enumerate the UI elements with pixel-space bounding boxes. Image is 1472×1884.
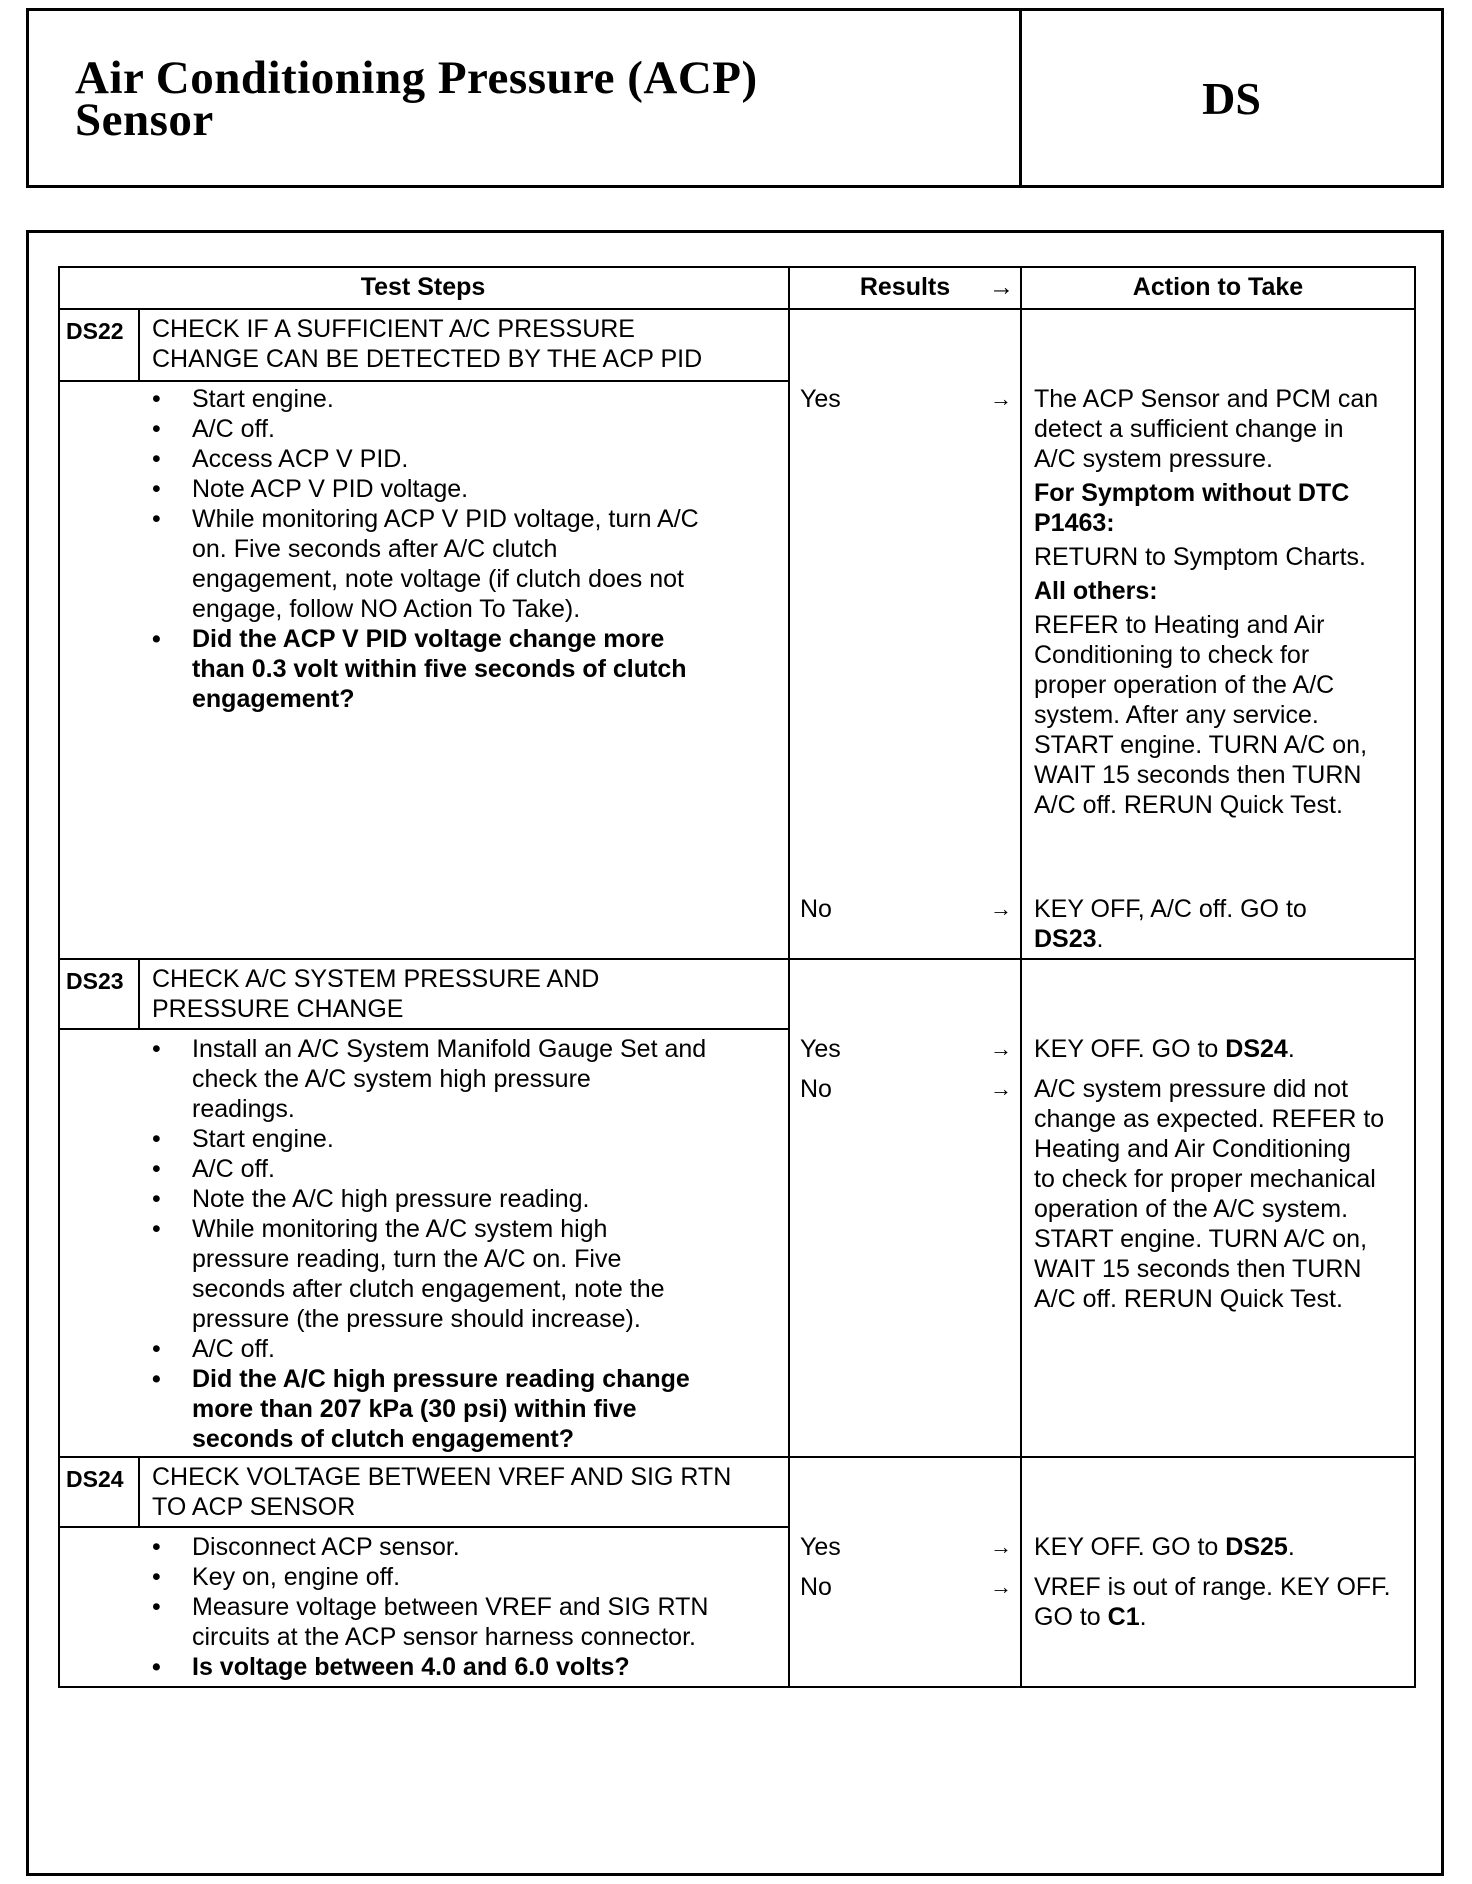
- ds24-row-divider: [58, 1456, 1416, 1458]
- ds23-code: DS23: [66, 968, 124, 994]
- page-title-line-1: Air Conditioning Pressure (ACP): [75, 52, 758, 104]
- column-header-test-steps: Test Steps: [360, 272, 486, 301]
- bullet-icon: •: [152, 1185, 161, 1213]
- ds23-result-yes: Yes: [800, 1035, 841, 1063]
- step-text: Start engine.: [192, 385, 334, 413]
- step-text: engage, follow NO Action To Take).: [192, 595, 581, 623]
- action-line: START engine. TURN A/C on,: [1034, 731, 1368, 759]
- list-item: [146, 384, 699, 414]
- step-text: A/C off.: [192, 1155, 275, 1183]
- list-item: [146, 1562, 708, 1592]
- column-header-action: Action to Take: [1132, 272, 1304, 301]
- action-line: .: [1287, 1533, 1295, 1561]
- bullet-icon: •: [152, 1335, 161, 1363]
- ds22-code-divider: [138, 310, 140, 380]
- action-line: Heating and Air Conditioning: [1034, 1135, 1351, 1163]
- list-item: [146, 564, 699, 594]
- header-row-divider: [58, 308, 1416, 310]
- arrow-icon: →: [990, 1534, 1012, 1559]
- arrow-icon: →: [990, 386, 1012, 411]
- bullet-icon: •: [152, 415, 161, 443]
- column-header-arrow-icon: →: [989, 272, 1014, 301]
- action-line: KEY OFF. GO to: [1034, 1533, 1226, 1561]
- bullet-icon: •: [152, 1155, 161, 1183]
- step-text: Note ACP V PID voltage.: [192, 475, 469, 503]
- action-ref-link[interactable]: C1: [1107, 1603, 1140, 1631]
- bullet-icon: •: [152, 475, 161, 503]
- bullet-icon: •: [152, 505, 161, 533]
- step-question: engagement?: [192, 685, 355, 713]
- list-item: [146, 444, 699, 474]
- action-line: VREF is out of range. KEY OFF.: [1034, 1573, 1391, 1601]
- action-ref-link[interactable]: DS25: [1225, 1533, 1288, 1561]
- step-text: pressure (the pressure should increase).: [192, 1305, 641, 1333]
- step-text: While monitoring ACP V PID voltage, turn A/C: [192, 505, 699, 533]
- step-text: readings.: [192, 1095, 295, 1123]
- list-item: [146, 414, 699, 444]
- column-divider-action: [1020, 266, 1022, 1688]
- ds23-result-no: No: [800, 1075, 832, 1103]
- action-line: system. After any service.: [1034, 701, 1319, 729]
- list-item: [146, 1304, 706, 1334]
- list-item: [146, 1592, 708, 1622]
- list-item: [146, 1244, 706, 1274]
- list-item: [146, 654, 699, 684]
- step-question: Is voltage between 4.0 and 6.0 volts?: [192, 1653, 630, 1681]
- action-ref-link[interactable]: DS24: [1225, 1035, 1288, 1063]
- step-question: than 0.3 volt within five seconds of clutch: [192, 655, 687, 683]
- ds24-title-line-1: CHECK VOLTAGE BETWEEN VREF AND SIG RTN: [152, 1463, 732, 1491]
- arrow-icon: →: [990, 1036, 1012, 1061]
- arrow-icon: →: [990, 1574, 1012, 1599]
- list-item: [146, 624, 699, 654]
- action-line: A/C system pressure.: [1034, 445, 1273, 473]
- ds22-code: DS22: [66, 318, 124, 344]
- step-text: circuits at the ACP sensor harness connector.: [192, 1623, 696, 1651]
- arrow-icon: →: [990, 1076, 1012, 1101]
- ds23-yes-action: [1034, 1034, 1295, 1064]
- column-divider-results: [788, 266, 790, 1688]
- step-text: engagement, note voltage (if clutch does not: [192, 565, 684, 593]
- action-line: change as expected. REFER to: [1034, 1105, 1385, 1133]
- list-item: [146, 1394, 706, 1424]
- action-line: A/C off. RERUN Quick Test.: [1034, 1285, 1343, 1313]
- pinpoint-test-table: [58, 266, 1416, 1688]
- ds24-code-divider: [138, 1458, 140, 1526]
- bullet-icon: •: [152, 1563, 161, 1591]
- arrow-icon: →: [990, 896, 1012, 921]
- action-line: proper operation of the A/C: [1034, 671, 1335, 699]
- ds24-title-divider: [58, 1526, 788, 1528]
- table-border-right: [1414, 266, 1416, 1688]
- column-header-results-label: Results: [859, 272, 951, 301]
- action-ref-link[interactable]: DS23: [1034, 925, 1097, 953]
- action-line: The ACP Sensor and PCM can: [1034, 385, 1379, 413]
- action-heading: P1463:: [1034, 509, 1115, 537]
- step-text: pressure reading, turn the A/C on. Five: [192, 1245, 622, 1273]
- ds22-title-line-1: CHECK IF A SUFFICIENT A/C PRESSURE: [152, 315, 635, 343]
- action-line: GO to: [1034, 1603, 1108, 1631]
- ds24-result-no: No: [800, 1573, 832, 1601]
- list-item: [146, 1622, 708, 1652]
- table-border-left: [58, 266, 60, 1688]
- list-item: [146, 1184, 706, 1214]
- action-line: detect a sufficient change in: [1034, 415, 1344, 443]
- step-text: Start engine.: [192, 1125, 334, 1153]
- ds23-row-divider: [58, 958, 1416, 960]
- step-question: seconds of clutch engagement?: [192, 1425, 575, 1453]
- list-item: [146, 1124, 706, 1154]
- step-question: more than 207 kPa (30 psi) within five: [192, 1395, 637, 1423]
- list-item: [146, 1094, 706, 1124]
- ds24-result-yes: Yes: [800, 1533, 841, 1561]
- action-line: WAIT 15 seconds then TURN: [1034, 761, 1362, 789]
- list-item: [146, 1064, 706, 1094]
- ds24-code: DS24: [66, 1466, 124, 1492]
- ds24-steps-list: [146, 1532, 708, 1682]
- action-line: RETURN to Symptom Charts.: [1034, 543, 1367, 571]
- ds22-steps-list: [146, 384, 699, 714]
- bullet-icon: •: [152, 445, 161, 473]
- ds23-steps-list: [146, 1034, 706, 1454]
- ds23-title-divider: [58, 1028, 788, 1030]
- step-text: on. Five seconds after A/C clutch: [192, 535, 558, 563]
- list-item: [146, 504, 699, 534]
- bullet-icon: •: [152, 1125, 161, 1153]
- bullet-icon: •: [152, 1593, 161, 1621]
- list-item: [146, 684, 699, 714]
- step-text: check the A/C system high pressure: [192, 1065, 591, 1093]
- ds24-title-line-2: TO ACP SENSOR: [152, 1493, 356, 1521]
- action-line: A/C off. RERUN Quick Test.: [1034, 791, 1343, 819]
- list-item: [146, 1424, 706, 1454]
- ds22-no-action: [1034, 894, 1307, 954]
- action-line: operation of the A/C system.: [1034, 1195, 1349, 1223]
- step-text: Key on, engine off.: [192, 1563, 401, 1591]
- action-heading: For Symptom without DTC: [1034, 479, 1350, 507]
- ds22-title-divider: [58, 380, 788, 382]
- action-line: KEY OFF, A/C off. GO to: [1034, 895, 1307, 923]
- step-question: Did the ACP V PID voltage change more: [192, 625, 665, 653]
- action-line: WAIT 15 seconds then TURN: [1034, 1255, 1362, 1283]
- bullet-icon: •: [152, 1215, 161, 1243]
- bullet-icon: •: [152, 1035, 161, 1063]
- list-item: [146, 594, 699, 624]
- bullet-icon: •: [152, 1533, 161, 1561]
- action-line: .: [1287, 1035, 1295, 1063]
- list-item: [146, 474, 699, 504]
- action-line: Conditioning to check for: [1034, 641, 1310, 669]
- list-item: [146, 1652, 708, 1682]
- ds22-result-no: No: [800, 895, 832, 923]
- action-heading: All others:: [1034, 577, 1158, 605]
- section-code: DS: [1202, 72, 1261, 124]
- column-header-results: [790, 266, 1020, 308]
- list-item: [146, 1034, 706, 1064]
- step-text: While monitoring the A/C system high: [192, 1215, 608, 1243]
- step-text: A/C off.: [192, 1335, 275, 1363]
- ds23-title-line-1: CHECK A/C SYSTEM PRESSURE AND: [152, 965, 600, 993]
- step-text: Note the A/C high pressure reading.: [192, 1185, 590, 1213]
- step-text: seconds after clutch engagement, note the: [192, 1275, 665, 1303]
- list-item: [146, 534, 699, 564]
- bullet-icon: •: [152, 1653, 161, 1681]
- action-line: REFER to Heating and Air: [1034, 611, 1325, 639]
- list-item: [146, 1364, 706, 1394]
- ds23-title-line-2: PRESSURE CHANGE: [152, 995, 404, 1023]
- ds24-yes-action: [1034, 1532, 1295, 1562]
- list-item: [146, 1274, 706, 1304]
- ds22-result-yes: Yes: [800, 385, 841, 413]
- table-border-bottom: [58, 1686, 1416, 1688]
- list-item: [146, 1532, 708, 1562]
- bullet-icon: •: [152, 1365, 161, 1393]
- bullet-icon: •: [152, 625, 161, 653]
- page-title-line-2: Sensor: [75, 94, 214, 146]
- action-line: A/C system pressure did not: [1034, 1075, 1349, 1103]
- list-item: [146, 1154, 706, 1184]
- action-line: .: [1139, 1603, 1147, 1631]
- ds22-yes-action: [1034, 384, 1378, 820]
- action-line: START engine. TURN A/C on,: [1034, 1225, 1368, 1253]
- list-item: [146, 1334, 706, 1364]
- step-text: Install an A/C System Manifold Gauge Set and: [192, 1035, 707, 1063]
- action-line: KEY OFF. GO to: [1034, 1035, 1226, 1063]
- ds24-no-action: [1034, 1572, 1391, 1632]
- step-question: Did the A/C high pressure reading change: [192, 1365, 690, 1393]
- action-line: .: [1096, 925, 1104, 953]
- ds23-no-action: [1034, 1074, 1384, 1314]
- step-text: Access ACP V PID.: [192, 445, 409, 473]
- step-text: A/C off.: [192, 415, 275, 443]
- list-item: [146, 1214, 706, 1244]
- action-line: to check for proper mechanical: [1034, 1165, 1376, 1193]
- ds23-code-divider: [138, 960, 140, 1028]
- page-title: [75, 52, 975, 146]
- step-text: Measure voltage between VREF and SIG RTN: [192, 1593, 709, 1621]
- step-text: Disconnect ACP sensor.: [192, 1533, 460, 1561]
- page-header: [26, 8, 1444, 188]
- ds22-title-line-2: CHANGE CAN BE DETECTED BY THE ACP PID: [152, 345, 703, 373]
- bullet-icon: •: [152, 385, 161, 413]
